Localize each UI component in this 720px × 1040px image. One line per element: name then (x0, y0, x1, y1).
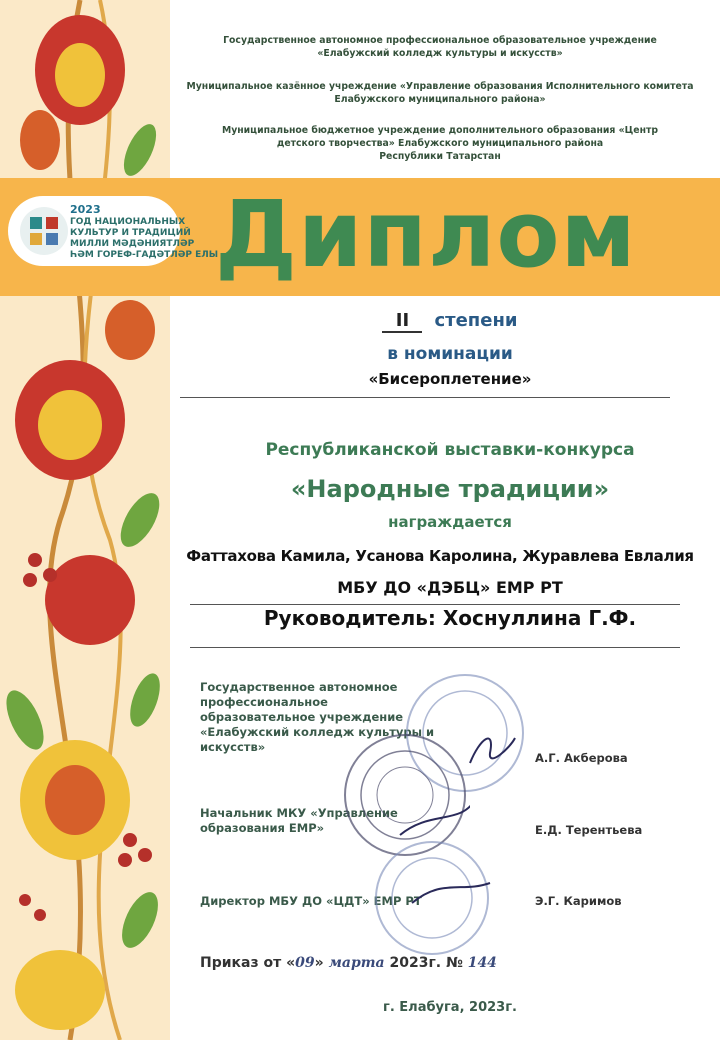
diploma-title: Диплом (215, 181, 637, 288)
signature-position-1: Государственное автономное профессиональное образовательное учреждение «Елабужский колледж культуры и искусств» (200, 680, 435, 754)
organization-3: Муниципальное бюджетное учреждение дополнительного образования «Центр детского творчества» Елабужского муниципального района Республики Татарстан (221, 125, 659, 162)
divider (180, 397, 670, 398)
order-month: марта (328, 955, 385, 971)
order-number: 144 (467, 955, 497, 971)
badge-emblem-icon (16, 203, 72, 259)
degree-value: II (382, 310, 422, 333)
signature-position-2: Начальник МКУ «Управление образования ЕМР» (200, 806, 398, 835)
badge-text: 2023 ГОД НАЦИОНАЛЬНЫХ КУЛЬТУР И ТРАДИЦИЙ МИЛЛИ МӘДӘНИЯТЛӘР ҺӘМ ГОРЕФ-ГАДӘТЛӘР ЕЛЫ (70, 203, 219, 260)
signature-position-3: Директор МБУ ДО «ЦДТ» ЕМР РТ (200, 894, 422, 908)
creativity-center-stamp (372, 838, 492, 958)
recipients: Фаттахова Камила, Усанова Каролина, Журавлева Евлалия (186, 547, 694, 565)
organization-2: Муниципальное казённое учреждение «Управление образования Исполнительного комитета Елабужского муниципального района» (186, 81, 694, 105)
nomination-value: «Бисероплетение» (368, 370, 532, 388)
awarded-label: награждается (388, 513, 512, 531)
city-year: г. Елабуга, 2023г. (383, 1000, 517, 1015)
nomination-label: в номинации (387, 344, 513, 364)
degree-line (180, 310, 720, 333)
floral-ornament (0, 0, 170, 1040)
contest-line: Республиканской выставки-конкурса (265, 440, 635, 460)
degree-label: степени (434, 310, 518, 331)
organization-1: Государственное автономное профессиональное образовательное учреждение «Елабужский колледж культуры и искусств» (223, 35, 657, 59)
divider (190, 604, 680, 605)
divider (190, 647, 680, 648)
year-badge (8, 196, 219, 266)
signature-name-1: А.Г. Акберова (535, 751, 628, 765)
signature-name-3: Э.Г. Каримов (535, 894, 622, 908)
leader: Руководитель: Хоснуллина Г.Ф. (263, 606, 637, 630)
institution: МБУ ДО «ДЭБЦ» ЕМР РТ (337, 578, 563, 597)
contest-name: «Народные традиции» (290, 475, 610, 503)
order-day: 09 (295, 955, 315, 971)
order-line: Приказ от «09» марта 2023г. № 144 (200, 955, 497, 971)
signature-name-2: Е.Д. Терентьева (535, 823, 643, 837)
